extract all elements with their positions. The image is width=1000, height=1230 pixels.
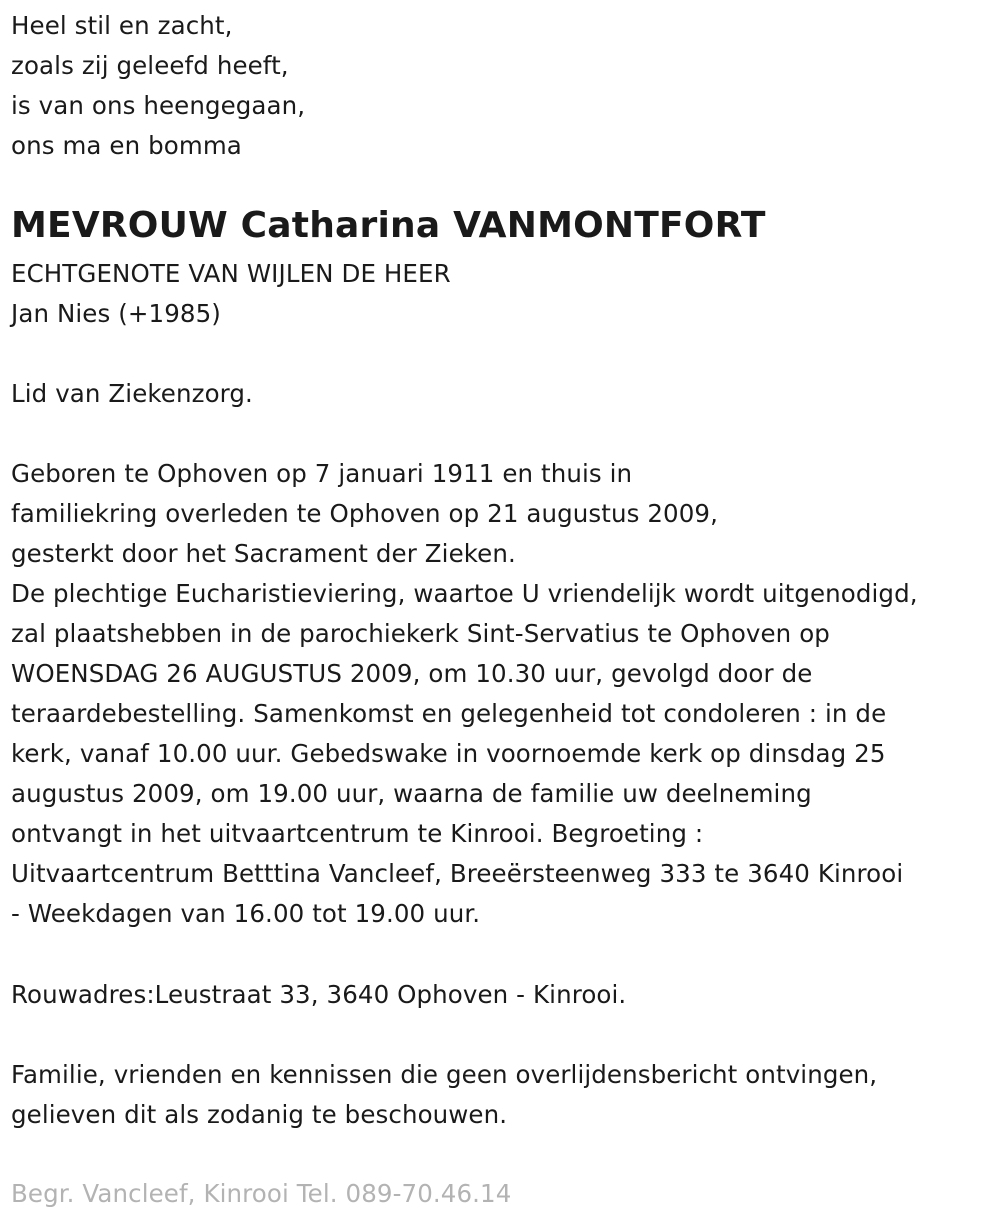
details-line: gesterkt door het Sacrament der Zieken. bbox=[11, 539, 516, 568]
details-line: ontvangt in het uitvaartcentrum te Kinrooi. Begroeting : bbox=[11, 819, 704, 848]
deceased-name: MEVROUW Catharina VANMONTFORT bbox=[11, 205, 766, 246]
details-line: zal plaatshebben in de parochiekerk Sint-Servatius te Ophoven op bbox=[11, 619, 830, 648]
mourning-address bbox=[11, 975, 626, 1015]
details-line: familiekring overleden te Ophoven op 21 augustus 2009, bbox=[11, 499, 718, 528]
notice-line: gelieven dit als zodanig te beschouwen. bbox=[11, 1100, 508, 1129]
details-line: Geboren te Ophoven op 7 januari 1911 en thuis in bbox=[11, 459, 633, 488]
details-line: teraardebestelling. Samenkomst en gelegenheid tot condoleren : in de bbox=[11, 699, 887, 728]
family-notice bbox=[11, 1055, 877, 1135]
mourning-address-line: Rouwadres:Leustraat 33, 3640 Ophoven - Kinrooi. bbox=[11, 980, 627, 1009]
intro-verse bbox=[11, 6, 305, 166]
membership-text bbox=[11, 374, 253, 414]
funeral-details bbox=[11, 454, 918, 934]
details-line: De plechtige Eucharistieviering, waartoe U vriendelijk wordt uitgenodigd, bbox=[11, 579, 918, 608]
details-line: WOENSDAG 26 AUGUSTUS 2009, om 10.30 uur, gevolgd door de bbox=[11, 659, 813, 688]
details-line: kerk, vanaf 10.00 uur. Gebedswake in voornoemde kerk op dinsdag 25 bbox=[11, 739, 886, 768]
details-line: augustus 2009, om 19.00 uur, waarna de familie uw deelneming bbox=[11, 779, 812, 808]
intro-line: is van ons heengegaan, bbox=[11, 91, 306, 120]
footer-line: Begr. Vancleef, Kinrooi Tel. 089-70.46.14 bbox=[11, 1179, 512, 1208]
details-line: Uitvaartcentrum Betttina Vancleef, Breeërsteenweg 333 te 3640 Kinrooi bbox=[11, 859, 904, 888]
notice-line: Familie, vrienden en kennissen die geen overlijdensbericht ontvingen, bbox=[11, 1060, 878, 1089]
spouse-line: ECHTGENOTE VAN WIJLEN DE HEER bbox=[11, 259, 451, 288]
intro-line: ons ma en bomma bbox=[11, 131, 242, 160]
intro-line: Heel stil en zacht, bbox=[11, 11, 233, 40]
intro-line: zoals zij geleefd heeft, bbox=[11, 51, 289, 80]
spouse-line: Jan Nies (+1985) bbox=[11, 299, 221, 328]
membership-line: Lid van Ziekenzorg. bbox=[11, 379, 253, 408]
details-line: - Weekdagen van 16.00 tot 19.00 uur. bbox=[11, 899, 481, 928]
funeral-home-footer bbox=[11, 1174, 511, 1214]
spouse-info bbox=[11, 254, 451, 334]
